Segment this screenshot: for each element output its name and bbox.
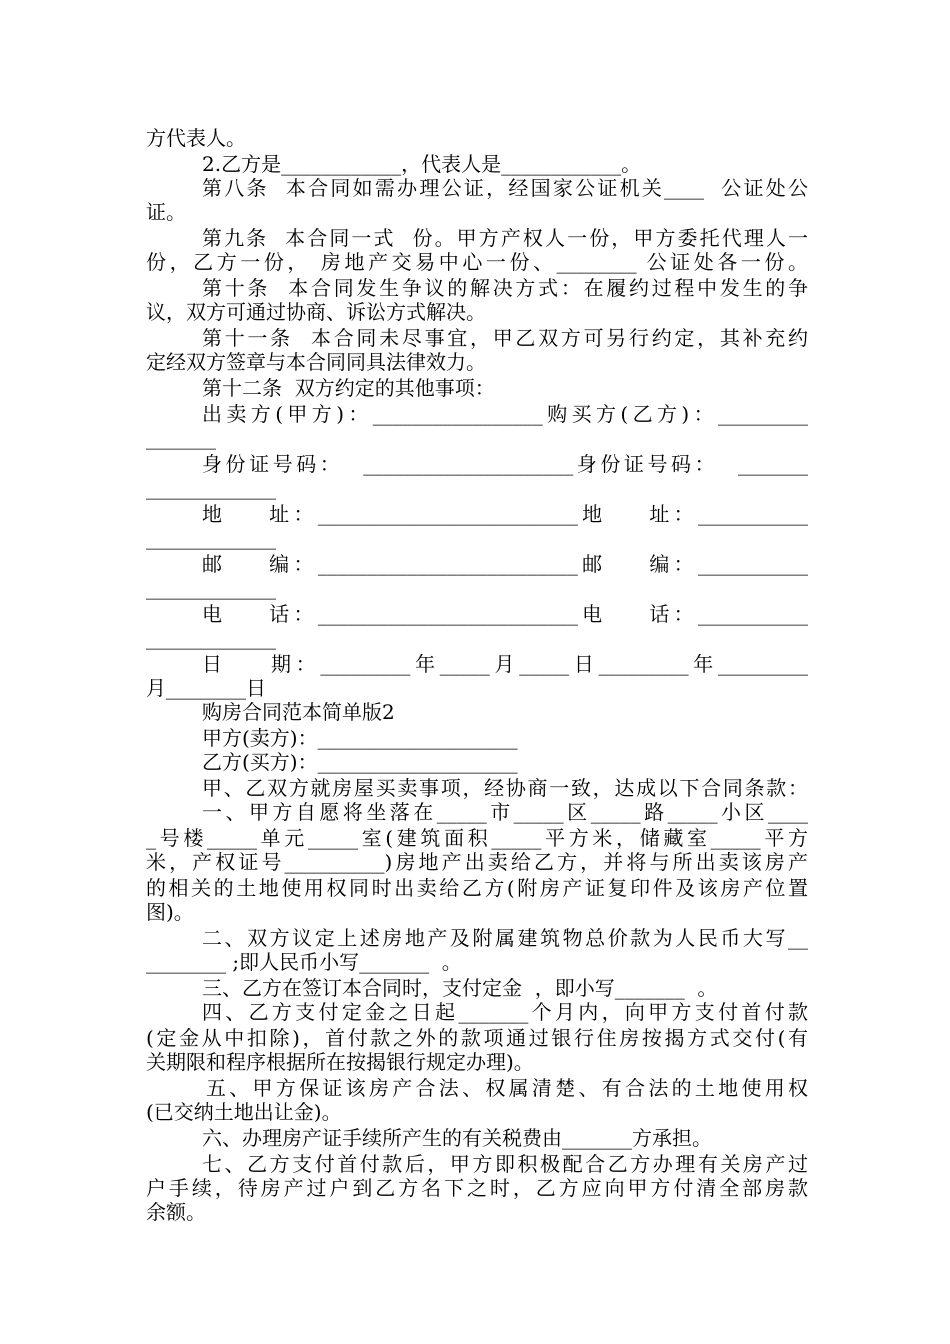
text-line: _____________ [146,476,276,500]
signature-seller-buyer: 出卖方(甲方)：_________________购买方(乙方)：_________ [202,402,808,426]
text-line: _____________ [146,526,276,550]
text-line: _号楼_____单元_____室(建筑面积_____平方米，储藏室_____平方 [146,826,808,850]
text-line: 定经双方签章与本合同同具法律效力。 [146,350,486,374]
text-line: 六、办理房产证手续所产生的有关税费由_______方承担。 [202,1126,712,1150]
text-line: 甲、乙双方就房屋买卖事项，经协商一致，达成以下合同条款： [202,776,808,800]
text-line: 份，乙方一份， 房地产交易中心一份、________ 公证处各一份。 [146,250,808,274]
text-line: 七、乙方支付首付款后，甲方即积极配合乙方办理有关房产过 [202,1152,808,1176]
text-line: 户手续，待房产过户到乙方名下之时，乙方应向甲方付清全部房款 [146,1176,808,1200]
party-a-line: 甲方(卖方)：____________________ [202,726,518,750]
text-line: 关期限和程序根据所在按揭银行规定办理)。 [146,1050,534,1074]
text-line: 五、甲方保证该房产合法、权属清楚、有合法的土地使用权 [206,1076,808,1100]
text-line: 一、甲方自愿将坐落在_____市_____区_____路_____小区____ [202,800,808,824]
section-title: 购房合同范本简单版2 [202,700,395,724]
text-line: 第十条 本合同发生争议的解决方式：在履约过程中发生的争 [202,276,808,300]
text-line: 的相关的土地使用权同时出卖给乙方(附房产证复印件及该房产位置 [146,876,808,900]
text-line: 第九条 本合同一式 份。甲方产权人一份，甲方委托代理人一 [202,226,808,250]
text-line: 第八条 本合同如需办理公证，经国家公证机关____ 公证处公 [202,176,808,200]
text-line: _____________ [146,576,276,600]
signature-phone: 电 话：__________________________电 话：___________ [202,602,808,626]
text-line: 三、乙方在签订本合同时，支付定金 ，即小写_______ 。 [202,976,718,1000]
text-line: 第十一条 本合同未尽事宜，甲乙双方可另行约定，其补充约 [202,326,808,350]
signature-postcode: 邮 编：__________________________邮 编：___________ [202,552,808,576]
text-line: (已交纳土地出让金)。 [146,1100,342,1124]
text-line: ________ ;即人民币小写_______ 。 [146,950,462,974]
text-line: _____________ [146,626,276,650]
text-line: 图)。 [146,900,194,924]
text-line: 证。 [146,200,186,224]
text-line: 方代表人。 [146,126,246,150]
signature-date: 日 期：_________年_____月_____日_________年_________ [202,652,808,676]
signature-id-number: 身份证号码： _____________________身份证号码： _______ [202,452,808,476]
text-line: _______ [146,426,216,450]
text-line: (定金从中扣除)，首付款之外的款项通过银行住房按揭方式交付(有 [146,1026,808,1050]
text-line: 议，双方可通过协商、诉讼方式解决。 [146,300,486,324]
text-line: 米，产权证号__________)房地产出卖给乙方，并将与所出卖该房产 [146,850,808,874]
text-line: 余额。 [146,1200,206,1224]
text-line: 二、双方议定上述房地产及附属建筑物总价款为人民币大写__ [202,926,808,950]
text-line: 2.乙方是____________，代表人是____________。 [202,152,642,176]
text-line: 月________日 [146,676,266,700]
party-b-line: 乙方(买方)：____________________ [202,750,518,774]
text-line: 四、乙方支付定金之日起_______个月内，向甲方支付首付款 [202,1000,808,1024]
signature-address: 地 址：__________________________地 址：___________ [202,502,808,526]
text-line: 第十二条 双方约定的其他事项： [202,376,495,400]
